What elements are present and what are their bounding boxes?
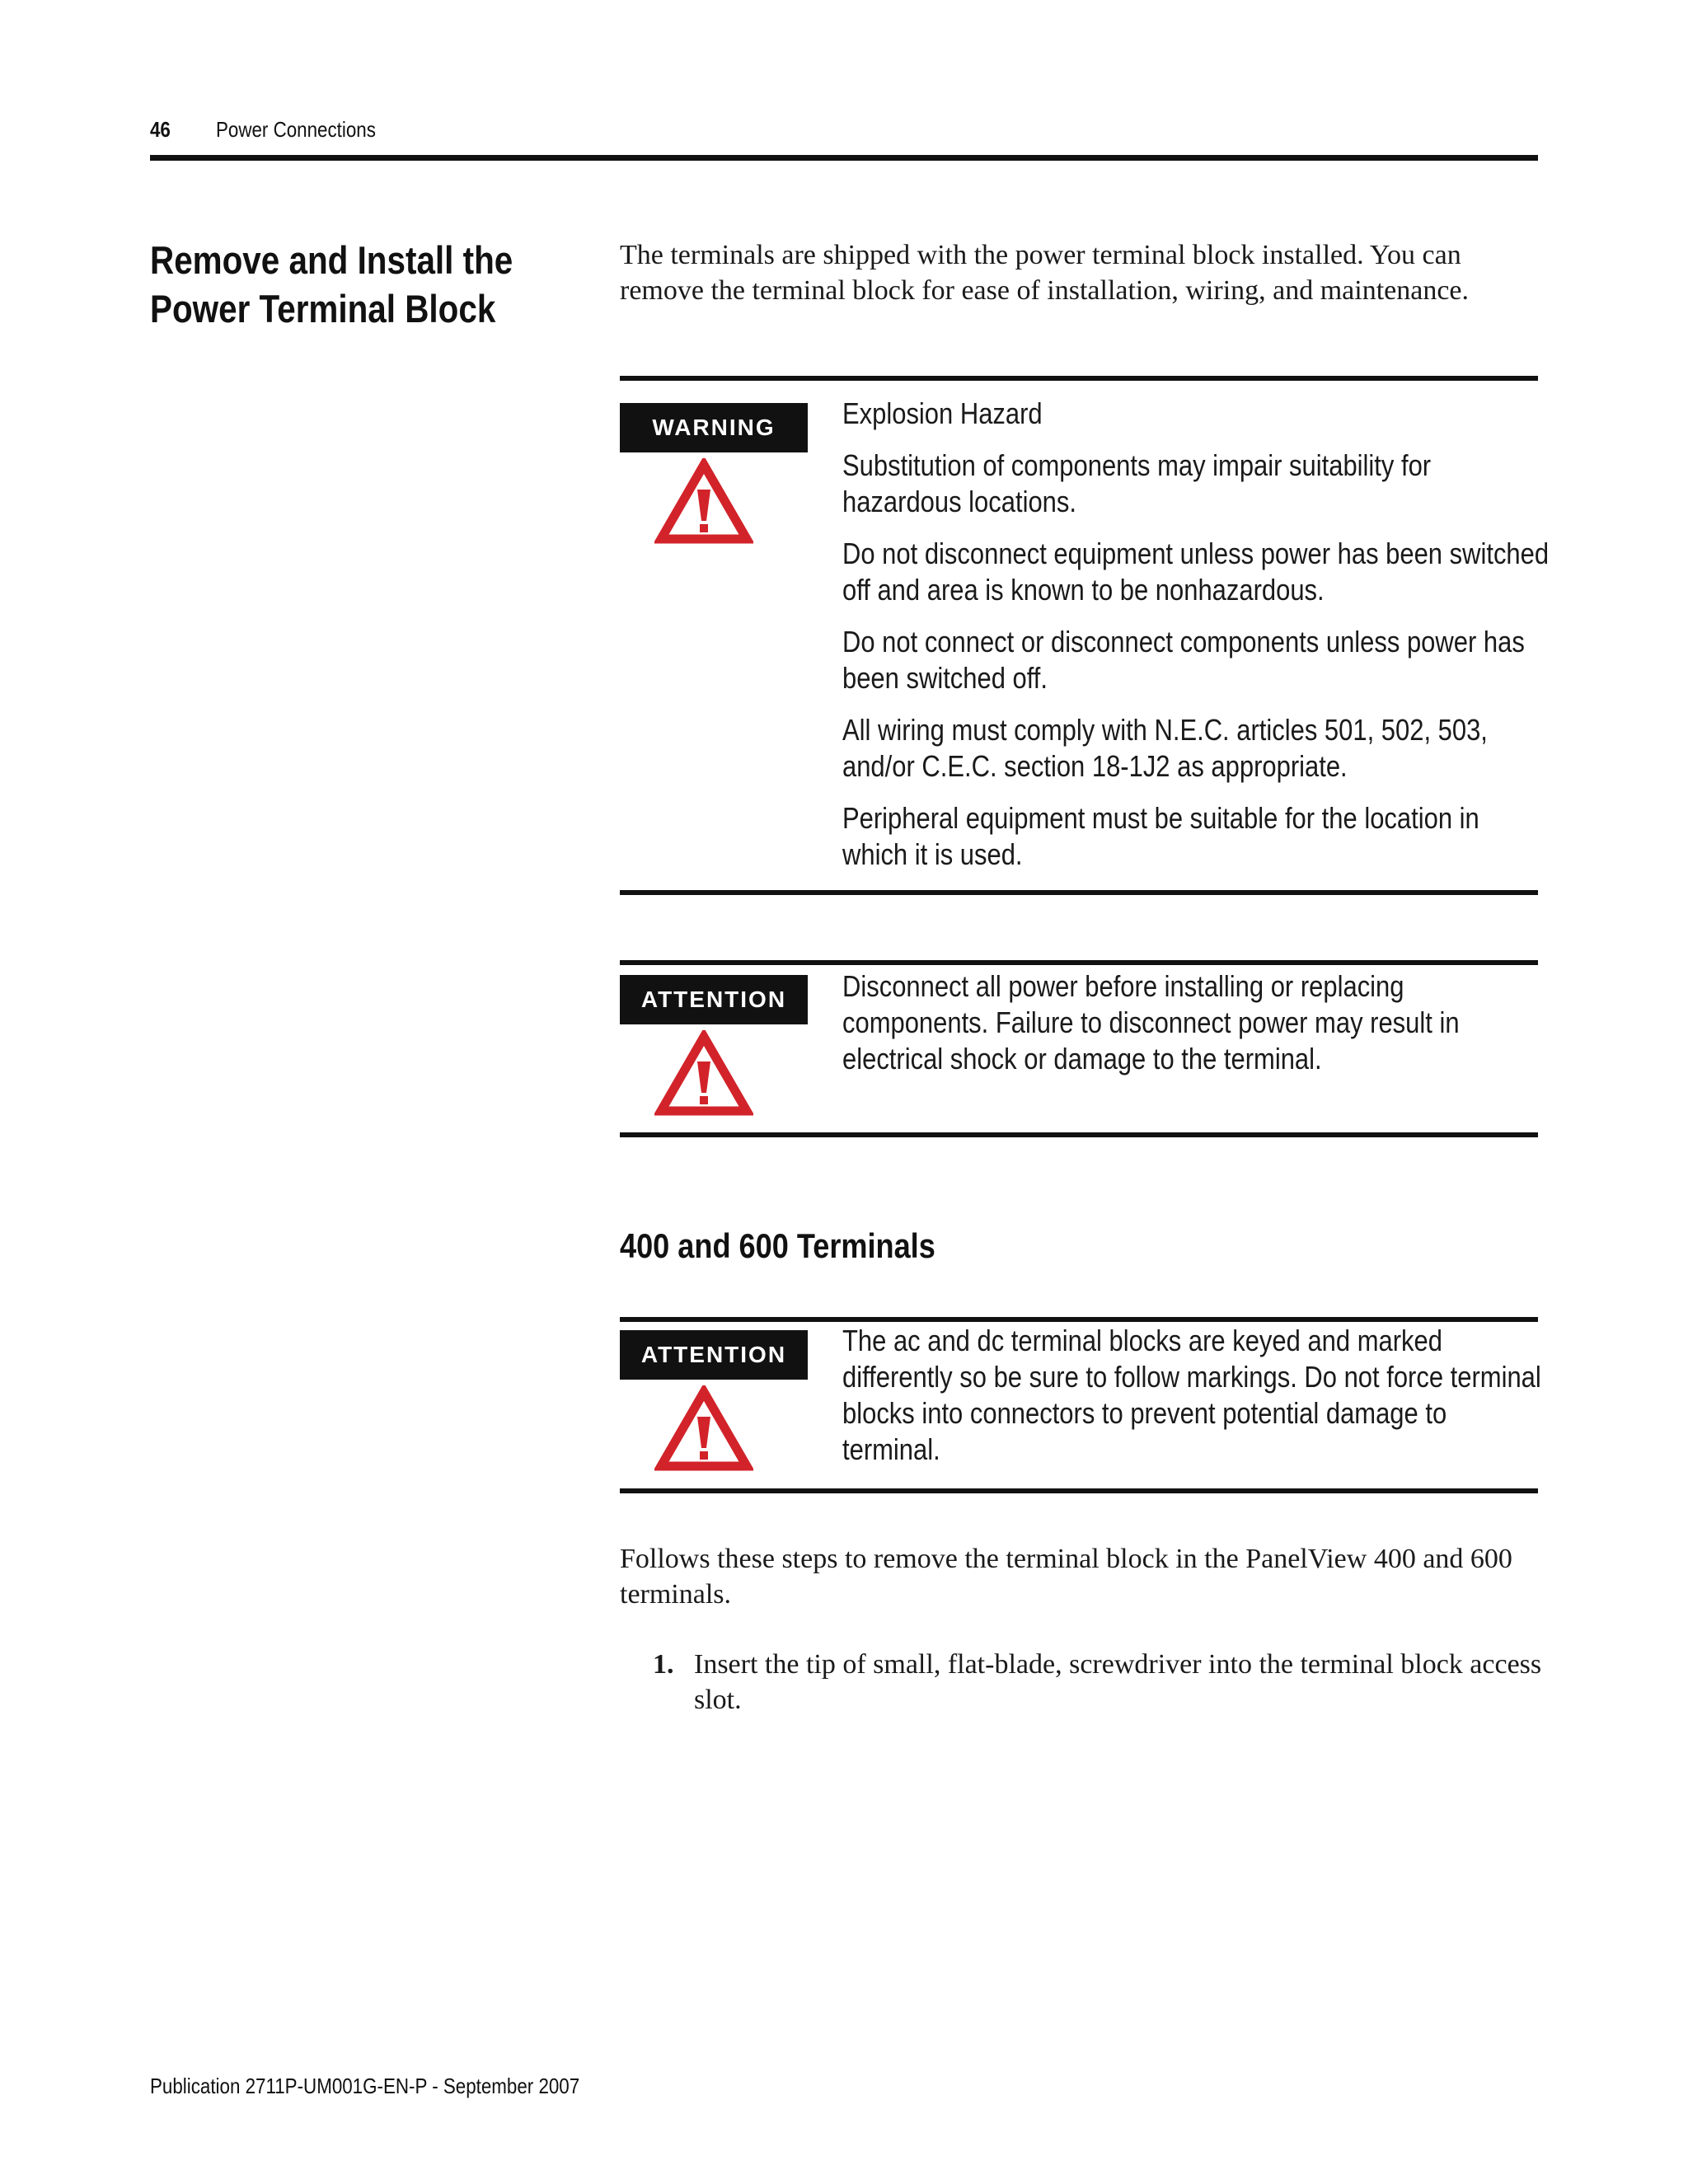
warning-paragraph: Substitution of components may impair suitability for hazardous locations. <box>842 448 1432 518</box>
section-intro: The terminals are shipped with the power terminal block installed. You can remove the terminal block for ease of installation, wiring, and maintenance. <box>620 240 1470 306</box>
attention2-hazard-icon <box>654 1385 753 1473</box>
warning-text <box>842 396 1551 888</box>
section-title <box>150 236 547 333</box>
attention2-text: The ac and dc terminal blocks are keyed and marked differently so be sure to follow markings. Do not force terminal blocks into connectors to prevent potential damage to terminal. <box>842 1324 1541 1466</box>
publication-footer: Publication 2711P-UM001G-EN-P - September 2007 <box>150 2074 580 2098</box>
attention1-top-rule <box>620 960 1538 965</box>
page-number: 46 <box>150 117 171 142</box>
attention1-bottom-rule <box>620 1132 1538 1137</box>
warning-top-rule <box>620 376 1538 381</box>
section-title-line2: Power Terminal Block <box>150 287 496 330</box>
warning-label: WARNING <box>620 403 808 452</box>
warning-paragraph: Do not disconnect equipment unless power has been switched off and area is known to be nonhazardous. <box>842 537 1550 607</box>
attention1-label: ATTENTION <box>620 975 808 1024</box>
warning-bottom-rule <box>620 890 1538 895</box>
warning-hazard-icon <box>654 458 753 546</box>
attention2-bottom-rule <box>620 1488 1538 1493</box>
step-text: Insert the tip of small, flat-blade, screwdriver into the terminal block access slot. <box>694 1649 1542 1715</box>
attention1-text: Disconnect all power before installing or replacing components. Failure to disconnect power may result in electrical shock or damage to the terminal. <box>842 969 1460 1076</box>
step-number: 1. <box>653 1649 674 1680</box>
warning-paragraph: Do not connect or disconnect components unless power has been switched off. <box>842 625 1525 695</box>
warning-paragraph: Peripheral equipment must be suitable for the location in which it is used. <box>842 801 1479 871</box>
attention1-hazard-icon <box>654 1030 753 1118</box>
chapter-title: Power Connections <box>216 117 376 142</box>
attention2-label: ATTENTION <box>620 1330 808 1380</box>
header-rule <box>150 155 1538 161</box>
attention2-top-rule <box>620 1317 1538 1322</box>
section-title-line1: Remove and Install the <box>150 238 513 282</box>
warning-paragraph: All wiring must comply with N.E.C. articles 501, 502, 503, and/or C.E.C. section 18-1J2 as appropriate. <box>842 713 1488 783</box>
subsection-title: 400 and 600 Terminals <box>620 1226 935 1265</box>
steps-intro: Follows these steps to remove the terminal block in the PanelView 400 and 600 terminals. <box>620 1544 1512 1610</box>
warning-paragraph: Explosion Hazard <box>842 396 1043 430</box>
